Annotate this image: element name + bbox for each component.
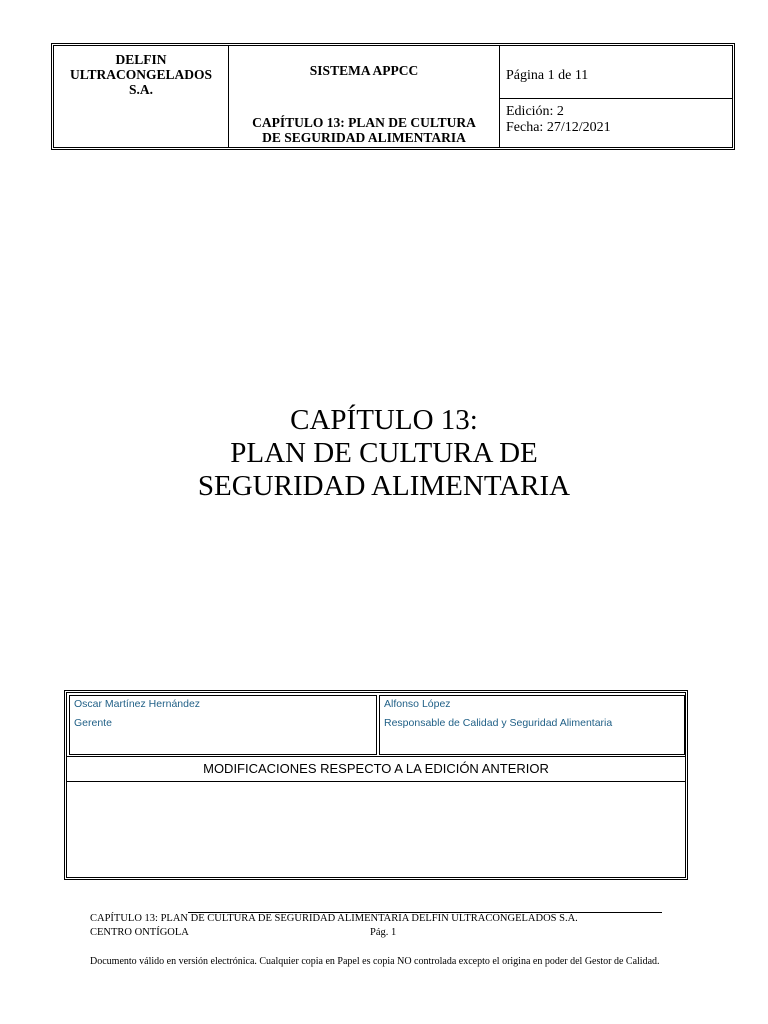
system-name: SISTEMA APPCC (309, 63, 419, 78)
page-count-cell (500, 46, 732, 99)
signer-role-left: Gerente (74, 717, 112, 729)
footer-notice: Documento válido en versión electrónica. Cualquier copia en Papel es copia NO controlada excepto el origina en poder del Gestor de Calidad. (90, 956, 660, 967)
footer-center: CENTRO ONTÍGOLA (90, 927, 189, 938)
document-info-cell (500, 46, 732, 147)
company-line-1: DELFIN (115, 52, 167, 67)
signer-role-right: Responsable de Calidad y Seguridad Alimentaria (384, 717, 613, 729)
signature-cell-right (379, 695, 685, 755)
system-cell (229, 46, 500, 147)
edition-date: Fecha: 27/12/2021 (506, 120, 611, 135)
company-cell (54, 46, 229, 147)
document-title (0, 404, 768, 503)
chapter-heading-small (229, 115, 499, 145)
page-count: Página 1 de 11 (506, 68, 589, 83)
title-line-3: SEGURIDAD ALIMENTARIA (197, 470, 571, 502)
signature-cell-left (69, 695, 377, 755)
footer-title: CAPÍTULO 13: PLAN DE CULTURA DE SEGURIDAD ALIMENTARIA DELFIN ULTRACONGELADOS S.A. (90, 913, 578, 924)
modifications-header: MODIFICACIONES RESPECTO A LA EDICIÓN ANTERIOR (67, 756, 685, 782)
title-line-1: CAPÍTULO 13: (290, 404, 478, 436)
company-line-2: ULTRACONGELADOS (69, 67, 213, 82)
chapter-line-2: DE SEGURIDAD ALIMENTARIA (262, 130, 466, 145)
header-table (51, 43, 735, 150)
edition: Edición: 2 (506, 104, 564, 119)
edition-info (506, 104, 611, 136)
title-line-2: PLAN DE CULTURA DE (230, 437, 538, 469)
company-name (54, 52, 228, 97)
signer-name-left: Oscar Martínez Hernández (74, 698, 201, 710)
approval-table (64, 690, 688, 880)
signer-name-right: Alfonso López (384, 698, 451, 710)
footer-page: Pág. 1 (370, 927, 397, 938)
company-line-3: S.A. (128, 82, 153, 97)
chapter-line-1: CAPÍTULO 13: PLAN DE CULTURA (252, 115, 476, 130)
